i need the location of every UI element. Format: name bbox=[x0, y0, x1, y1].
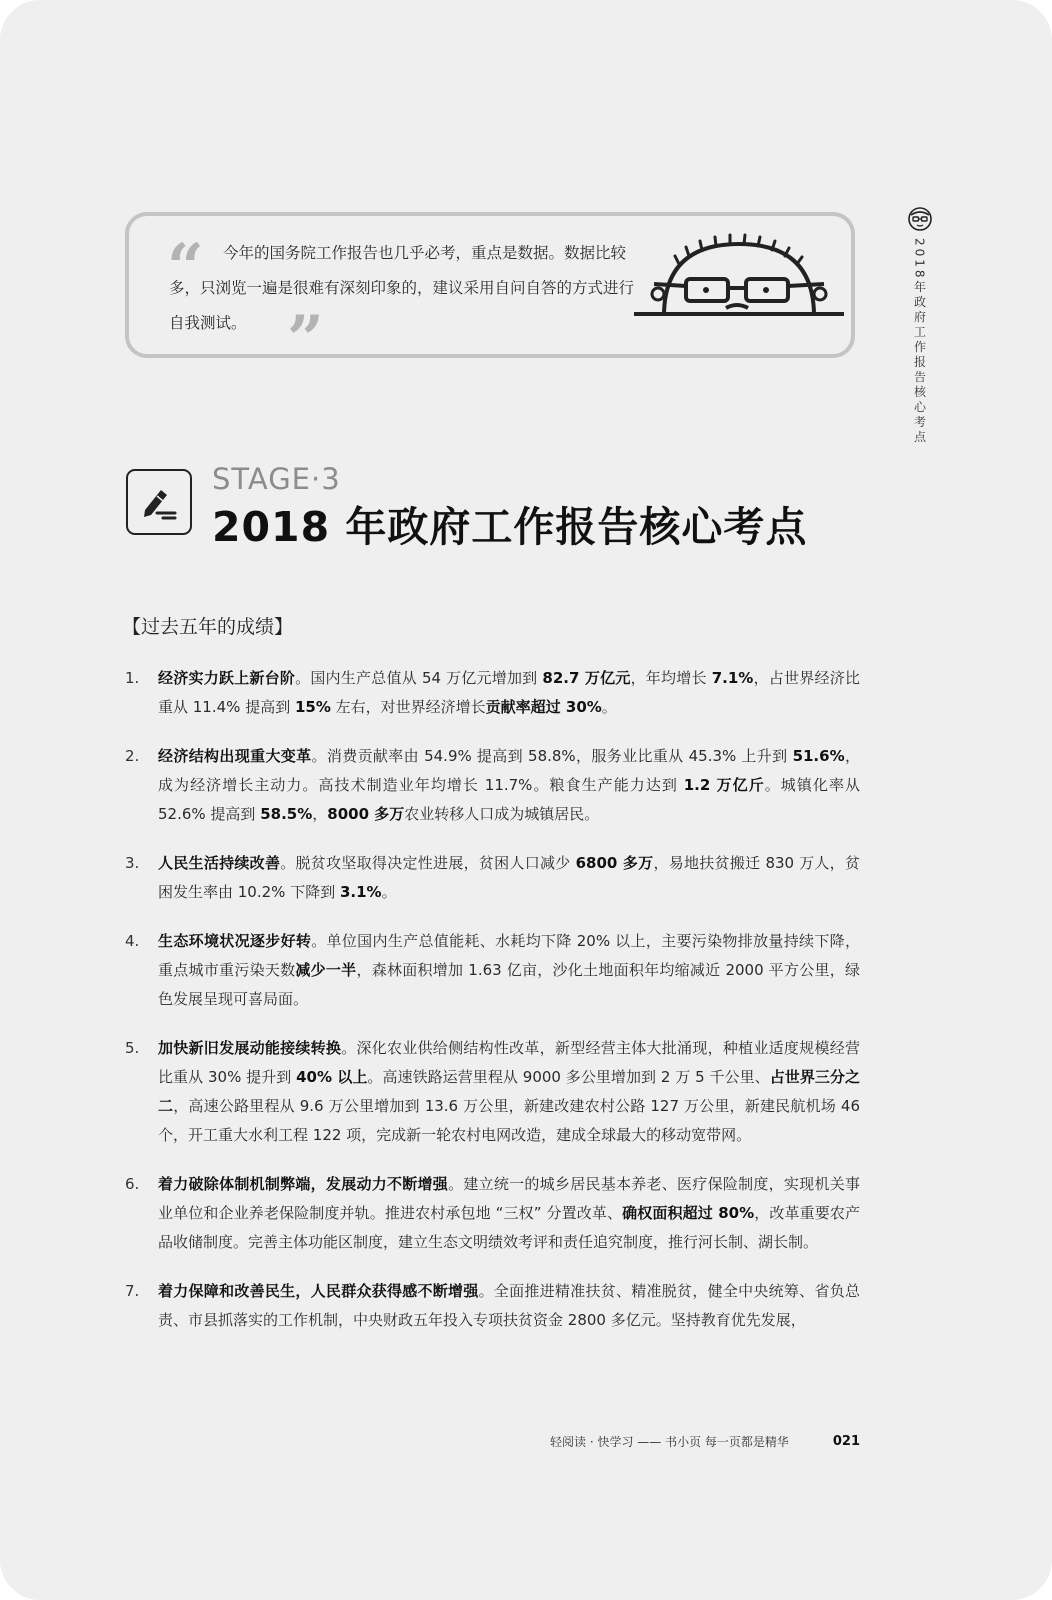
close-quote-mark: ” bbox=[287, 302, 324, 377]
intro-quote-box bbox=[125, 212, 855, 377]
list-item-number: 4. bbox=[125, 932, 140, 950]
body-text: 。 bbox=[381, 883, 397, 901]
page-title: 2018 年政府工作报告核心考点 bbox=[212, 503, 808, 551]
side-chapter-tab bbox=[905, 206, 935, 446]
emphasis-text: 加快新旧发展动能接续转换 bbox=[158, 1039, 342, 1057]
body-text: ，改革重要农产品收储制度。完善主体功能区制度，建立生态文明绩效考评和责任追究制度，推行河长制、湖长制。 bbox=[158, 1204, 860, 1251]
page-footer bbox=[550, 1433, 860, 1450]
footer-slogan: 轻阅读 · 快学习 —— 书小页 每一页都是精华 bbox=[550, 1435, 789, 1449]
body-text: ，森林面积增加 1.63 亿亩，沙化土地面积年均缩减近 2000 平方公里，绿色发展呈现可喜局面。 bbox=[158, 961, 860, 1008]
page-number: 021 bbox=[832, 1434, 860, 1449]
list-item-number: 1. bbox=[125, 669, 140, 687]
emphasis-text: 82.7 万亿元 bbox=[542, 669, 631, 687]
emphasis-text: 3.1% bbox=[339, 883, 382, 901]
emphasis-text: 贡献率超过 30% bbox=[485, 698, 602, 716]
emphasis-text: 58.5% bbox=[260, 805, 313, 823]
section-title: 【过去五年的成绩】 bbox=[122, 616, 294, 638]
body-text: ， bbox=[312, 805, 328, 823]
stage-label: STAGE·3 bbox=[212, 462, 341, 496]
body-text: 。消费贡献率由 54.9% 提高到 58.8%，服务业比重从 45.3% 上升到 bbox=[311, 747, 793, 765]
stage-icon-frame bbox=[126, 469, 192, 535]
body-text: 。 bbox=[601, 698, 617, 716]
list-item-text bbox=[158, 849, 860, 907]
body-text: 农业转移人口成为城镇居民。 bbox=[404, 805, 600, 823]
body-text: ，高速公路里程从 9.6 万公里增加到 13.6 万公里，新建改建农村公路 127 万公里，新建民航机场 46 个，开工重大水利工程 122 项，完成新一轮农村电网改造，建成全球最大的移动宽带网。 bbox=[158, 1097, 860, 1144]
glasses-face-icon bbox=[907, 206, 933, 232]
emphasis-text: 6800 多万 bbox=[575, 854, 654, 872]
list-item-number: 6. bbox=[125, 1175, 140, 1193]
intro-quote-body: 今年的国务院工作报告也几乎必考，重点是数据。数据比较多，只浏览一遍是很难有深刻印象的，建议采用自问自答的方式进行自我测试。 bbox=[169, 244, 635, 332]
side-chapter-text: 2018年政府工作报告核心考点 bbox=[912, 238, 927, 446]
emphasis-text: 51.6% bbox=[792, 747, 845, 765]
emphasis-text: 8000 多万 bbox=[327, 805, 405, 823]
list-item-number: 5. bbox=[125, 1039, 140, 1057]
body-text: ，占世界经济比重从 11.4% 提高到 bbox=[158, 669, 860, 716]
list-item bbox=[125, 927, 860, 1014]
body-text: 。国内生产总值从 54 万亿元增加到 bbox=[295, 669, 543, 687]
emphasis-text: 减少一半 bbox=[295, 961, 357, 979]
body-text: 。城镇化率从 52.6% 提高到 bbox=[158, 776, 860, 823]
list-item bbox=[125, 742, 860, 829]
emphasis-text: 40% 以上 bbox=[296, 1068, 368, 1086]
open-quote-mark: “ bbox=[167, 230, 204, 305]
body-text: 。深化农业供给侧结构性改革，新型经营主体大批涌现，种植业适度规模经营比重从 30% 提升到 bbox=[158, 1039, 860, 1086]
achievement-list bbox=[125, 664, 860, 1355]
list-item-text bbox=[158, 927, 860, 1014]
list-item bbox=[125, 1170, 860, 1257]
body-text: 。单位国内生产总值能耗、水耗均下降 20% 以上，主要污染物排放量持续下降，重点城市重污染天数 bbox=[158, 932, 860, 979]
list-item bbox=[125, 1034, 860, 1150]
emphasis-text: 确权面积超过 80% bbox=[622, 1204, 755, 1222]
list-item-text bbox=[158, 1170, 860, 1257]
emphasis-text: 生态环境状况逐步好转 bbox=[158, 932, 312, 950]
list-item bbox=[125, 1277, 860, 1335]
emphasis-text: 着力保障和改善民生，人民群众获得感不断增强 bbox=[158, 1282, 479, 1300]
body-text: 。高速铁路运营里程从 9000 多公里增加到 2 万 5 千公里、 bbox=[367, 1068, 770, 1086]
body-text: 。全面推进精准扶贫、精准脱贫，健全中央统筹、省负总责、市县抓落实的工作机制，中央财政五年投入专项扶贫资金 2800 多亿元。坚持教育优先发展， bbox=[158, 1282, 860, 1329]
list-item-number: 7. bbox=[125, 1282, 140, 1300]
body-text: 。脱贫攻坚取得决定性进展，贫困人口减少 bbox=[280, 854, 576, 872]
cartoon-face-glasses-icon bbox=[634, 224, 844, 316]
body-text: ，年均增长 bbox=[630, 669, 712, 687]
emphasis-text: 15% bbox=[294, 698, 331, 716]
pencil-edit-icon bbox=[137, 480, 181, 524]
emphasis-text: 人民生活持续改善 bbox=[158, 854, 281, 872]
emphasis-text: 着力破除体制机制弊端，发展动力不断增强 bbox=[158, 1175, 449, 1193]
emphasis-text: 占世界三分之二 bbox=[158, 1068, 860, 1115]
emphasis-text: 经济实力跃上新台阶 bbox=[158, 669, 296, 687]
body-text: 左右，对世界经济增长 bbox=[330, 698, 486, 716]
emphasis-text: 7.1% bbox=[711, 669, 754, 687]
list-item bbox=[125, 849, 860, 907]
body-text: 。建立统一的城乡居民基本养老、医疗保险制度，实现机关事业单位和企业养老保险制度并轨。推进农村承包地 “三权” 分置改革、 bbox=[158, 1175, 860, 1222]
emphasis-text: 1.2 万亿斤 bbox=[683, 776, 765, 794]
list-item-text bbox=[158, 742, 860, 829]
list-item-number: 2. bbox=[125, 747, 140, 765]
list-item-number: 3. bbox=[125, 854, 140, 872]
list-item-text bbox=[158, 1034, 860, 1150]
emphasis-text: 经济结构出现重大变革 bbox=[158, 747, 312, 765]
intro-quote-text bbox=[167, 230, 639, 341]
list-item-text bbox=[158, 664, 860, 722]
body-text: ，成为经济增长主动力。高技术制造业年均增长 11.7%。粮食生产能力达到 bbox=[158, 747, 860, 794]
list-item bbox=[125, 664, 860, 722]
list-item-text bbox=[158, 1277, 860, 1335]
body-text: ，易地扶贫搬迁 830 万人，贫困发生率由 10.2% 下降到 bbox=[158, 854, 860, 901]
